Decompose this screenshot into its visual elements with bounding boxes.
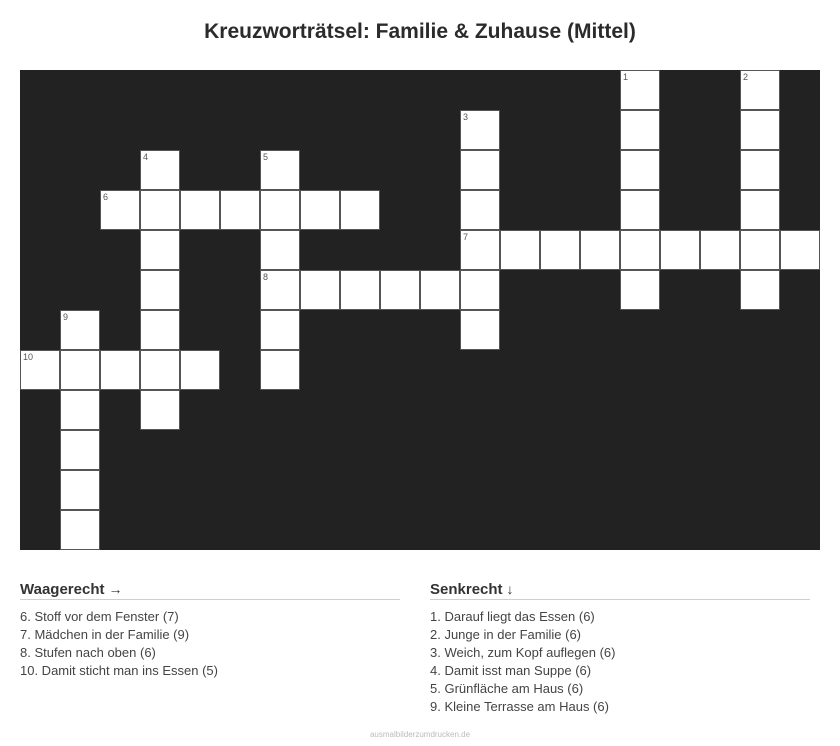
crossword-cell[interactable] bbox=[140, 350, 180, 390]
crossword-cell[interactable] bbox=[60, 430, 100, 470]
crossword-cell[interactable] bbox=[580, 230, 620, 270]
crossword-cell[interactable] bbox=[460, 110, 500, 150]
crossword-cell[interactable] bbox=[700, 230, 740, 270]
crossword-cell[interactable] bbox=[500, 230, 540, 270]
crossword-cell[interactable] bbox=[620, 190, 660, 230]
crossword-cell[interactable] bbox=[260, 190, 300, 230]
crossword-cell[interactable] bbox=[620, 110, 660, 150]
down-heading bbox=[430, 581, 810, 600]
across-clue: 8. Stufen nach oben (6) bbox=[20, 645, 156, 660]
crossword-cell[interactable] bbox=[260, 270, 300, 310]
crossword-cell[interactable] bbox=[140, 190, 180, 230]
crossword-cell[interactable] bbox=[180, 190, 220, 230]
crossword-cell[interactable] bbox=[620, 70, 660, 110]
crossword-cell[interactable] bbox=[140, 390, 180, 430]
cell-number: 5 bbox=[263, 152, 269, 162]
crossword-cell[interactable] bbox=[740, 150, 780, 190]
crossword-cell[interactable] bbox=[260, 230, 300, 270]
across-clue: 6. Stoff vor dem Fenster (7) bbox=[20, 609, 179, 624]
crossword-cell[interactable] bbox=[460, 270, 500, 310]
crossword-cell[interactable] bbox=[60, 350, 100, 390]
down-heading-label: Senkrecht bbox=[430, 581, 503, 598]
crossword-cell[interactable] bbox=[340, 270, 380, 310]
crossword-cell[interactable] bbox=[740, 70, 780, 110]
crossword-cell[interactable] bbox=[140, 270, 180, 310]
crossword-cell[interactable] bbox=[620, 270, 660, 310]
cell-number: 4 bbox=[143, 152, 149, 162]
cell-number: 1 bbox=[623, 72, 629, 82]
down-clue: 1. Darauf liegt das Essen (6) bbox=[430, 609, 595, 624]
footer-credit: ausmalbilderzumdrucken.de bbox=[369, 730, 471, 739]
crossword-cell[interactable] bbox=[60, 310, 100, 350]
crossword-cell[interactable] bbox=[300, 190, 340, 230]
across-clues-section bbox=[20, 581, 400, 680]
crossword-cell[interactable] bbox=[220, 190, 260, 230]
crossword-cell[interactable] bbox=[260, 350, 300, 390]
crossword-cell[interactable] bbox=[340, 190, 380, 230]
crossword-cell[interactable] bbox=[620, 150, 660, 190]
down-arrow-icon: ↓ bbox=[506, 581, 514, 597]
crossword-cell[interactable] bbox=[740, 230, 780, 270]
crossword-cell[interactable] bbox=[180, 350, 220, 390]
cell-number: 7 bbox=[463, 232, 469, 242]
down-clue: 2. Junge in der Familie (6) bbox=[430, 627, 582, 642]
cell-number: 10 bbox=[23, 352, 34, 362]
across-heading-label: Waagerecht bbox=[20, 581, 105, 598]
crossword-cell[interactable] bbox=[460, 190, 500, 230]
crossword-cell[interactable] bbox=[540, 230, 580, 270]
across-clue-list bbox=[20, 608, 400, 680]
crossword-cell[interactable] bbox=[740, 270, 780, 310]
right-arrow-icon: → bbox=[108, 581, 123, 597]
crossword-grid bbox=[20, 70, 820, 550]
crossword-cell[interactable] bbox=[140, 150, 180, 190]
crossword-cell[interactable] bbox=[740, 190, 780, 230]
cell-number: 2 bbox=[743, 72, 749, 82]
crossword-cell[interactable] bbox=[260, 310, 300, 350]
down-clue: 9. Kleine Terrasse am Haus (6) bbox=[430, 699, 609, 714]
crossword-cell[interactable] bbox=[60, 470, 100, 510]
crossword-cell[interactable] bbox=[620, 230, 660, 270]
across-clue: 10. Damit sticht man ins Essen (5) bbox=[20, 663, 218, 678]
crossword-cell[interactable] bbox=[420, 270, 460, 310]
crossword-cell[interactable] bbox=[140, 310, 180, 350]
crossword-cell[interactable] bbox=[460, 230, 500, 270]
crossword-cell[interactable] bbox=[60, 510, 100, 550]
crossword-cell[interactable] bbox=[780, 230, 820, 270]
crossword-cell[interactable] bbox=[300, 270, 340, 310]
down-clue-list bbox=[430, 608, 810, 716]
crossword-cell[interactable] bbox=[100, 350, 140, 390]
crossword-cell[interactable] bbox=[460, 150, 500, 190]
across-heading bbox=[20, 581, 400, 600]
across-clue: 7. Mädchen in der Familie (9) bbox=[20, 627, 190, 642]
down-clue: 4. Damit isst man Suppe (6) bbox=[430, 663, 592, 678]
cell-number: 8 bbox=[263, 272, 269, 282]
crossword-cell[interactable] bbox=[60, 390, 100, 430]
crossword-cell[interactable] bbox=[100, 190, 140, 230]
crossword-cell[interactable] bbox=[740, 110, 780, 150]
crossword-cell[interactable] bbox=[260, 150, 300, 190]
cell-number: 9 bbox=[63, 312, 69, 322]
down-clue: 3. Weich, zum Kopf auflegen (6) bbox=[430, 645, 616, 660]
puzzle-title: Kreuzworträtsel: Familie & Zuhause (Mittel) bbox=[204, 20, 636, 43]
crossword-cell[interactable] bbox=[20, 350, 60, 390]
down-clues-section bbox=[430, 581, 810, 716]
crossword-cell[interactable] bbox=[460, 310, 500, 350]
cell-number: 3 bbox=[463, 112, 469, 122]
crossword-cell[interactable] bbox=[380, 270, 420, 310]
cell-number: 6 bbox=[103, 192, 109, 202]
crossword-cell[interactable] bbox=[140, 230, 180, 270]
down-clue: 5. Grünfläche am Haus (6) bbox=[430, 681, 584, 696]
crossword-cell[interactable] bbox=[660, 230, 700, 270]
